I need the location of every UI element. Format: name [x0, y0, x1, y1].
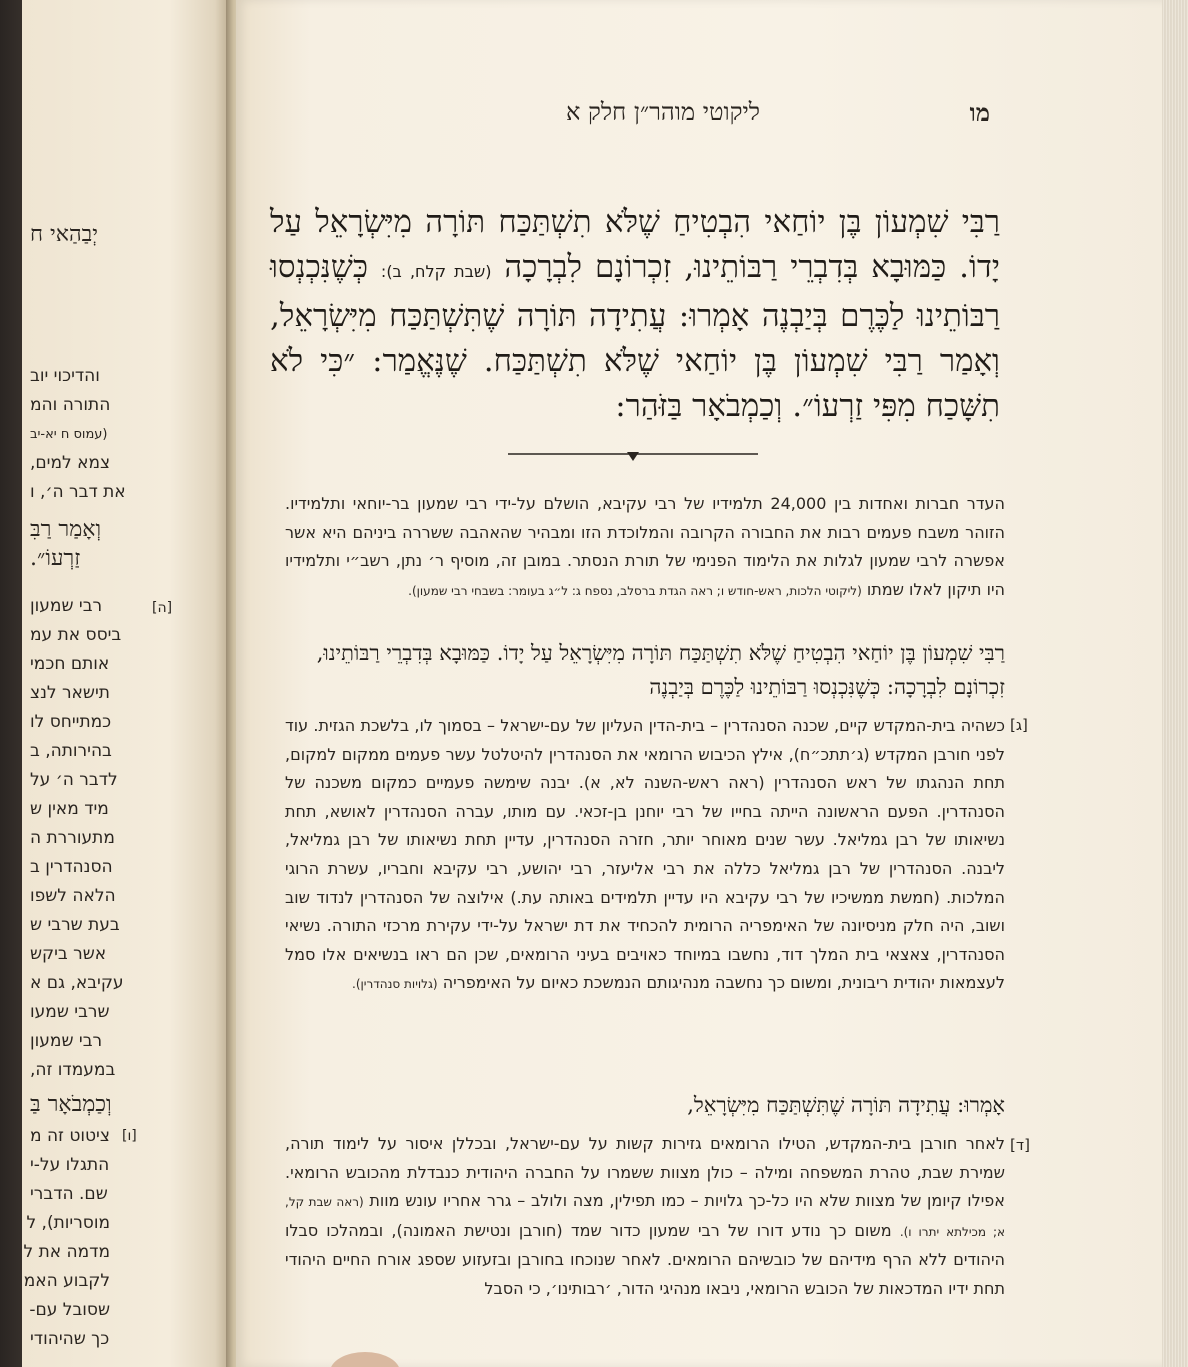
left-line: רבי שמעון: [30, 596, 103, 616]
left-line: במעמדו זה,: [30, 1060, 116, 1080]
intro-source: (ליקוטי הלכות, ראש-חודש ו; ראה הגדת ברסלב, נספח ג: ל״ג בעומר: בשבחי רבי שמעון).: [408, 583, 862, 598]
left-page-block-c: [30, 592, 140, 1085]
left-line: מיד מאין ש: [30, 799, 109, 819]
left-line: התגלו על-י: [30, 1155, 110, 1175]
note-marker-d: [ד]: [1010, 1136, 1030, 1154]
left-line: כך שהיהודי: [30, 1329, 110, 1349]
left-line: הסנהדרין ב: [30, 857, 113, 877]
left-line: בעת שרבי ש: [30, 915, 120, 935]
intro-text: העדר חברות ואחדות בין 24,000 תלמידיו של רבי עקיבא, הושלם על-ידי רבי שמעון בר-יוחאי ותלמידיו. הזוהר משבח פעמים רבות את החבורה הקרובה והמלוכדת הזו ומבהיר שהאהבה ששררה ביניהם היא אשר אפשרה לרבי שמעון לגלות את הלימוד הפנימי של תורת הנסתר. במובן זה, מוסיף ר׳ נתן, רשב״י ותלמידיו היו תיקון לאלו שמתו: [285, 494, 1005, 599]
left-line: הלאה לשפו: [30, 886, 116, 906]
note-g: [285, 712, 1005, 999]
left-line: זַרְעוֹ״.: [30, 546, 81, 571]
left-note-marker-h: [ה]: [152, 600, 173, 616]
left-page-block-d: [30, 1090, 230, 1119]
left-line: מוסריות), ל: [26, 1213, 110, 1233]
main-text-source: (שבת קלח, ב):: [380, 262, 492, 281]
page-edge: [1162, 0, 1188, 1367]
section-divider: [508, 448, 758, 464]
left-line: ציטוט זה מ: [30, 1126, 110, 1146]
left-line: בהירותה, ב: [30, 741, 112, 761]
note-marker-g: [ג]: [1010, 716, 1028, 734]
left-line: שם. הדברי: [30, 1184, 108, 1204]
left-page: [22, 0, 232, 1367]
left-line: אותם חכמי: [30, 654, 110, 674]
running-header-title: ליקוטי מוהר״ן חלק א: [565, 98, 760, 126]
left-line: ביסס את עמ: [30, 625, 122, 645]
left-line: שרבי שמעו: [30, 1002, 110, 1022]
quote-block-1: רַבִּי שִׁמְעוֹן בֶּן יוֹחַאי הִבְטִיחַ שֶׁלֹּא תִשְׁתַּכַּח תּוֹרָה מִיִּשְׂרָאֵל עַל יָדוֹ. כַּמּוּבָא בְּדִבְרֵי רַבּוֹתֵינוּ, זִכְרוֹנָם לִבְרָכָה: כְּשֶׁנִּכְנְסוּ רַבּוֹתֵינוּ לַכֶּרֶם בְּיַבְנֶה: [316, 641, 1005, 699]
left-line: רבי שמעון: [30, 1031, 103, 1051]
main-text-body: רַבִּי שִׁמְעוֹן בֶּן יוֹחַאי הִבְטִיחַ שֶׁלֹּא תִשְׁתַּכַּח תּוֹרָה מִיִּשְׂרָאֵל עַל יָדוֹ. כַּמּוּבָא בְּדִבְרֵי רַבּוֹתֵינוּ, זִכְרוֹנָם לִבְרָכָה: [270, 204, 1001, 285]
left-line: והדיכוי יוב: [30, 366, 100, 386]
note-d: [285, 1130, 1005, 1304]
left-line: לדבר ה׳ על: [30, 770, 118, 790]
left-line: לקבוע האמ: [23, 1271, 110, 1291]
left-page-block-e: [23, 1122, 110, 1354]
left-note-marker-v: [ו]: [122, 1128, 137, 1144]
left-page-heading: [30, 220, 230, 249]
left-line: את דבר ה׳, ו: [30, 482, 126, 502]
left-line: יְבַהַאי ח: [30, 222, 99, 247]
left-line: שסובל עם-: [29, 1300, 110, 1320]
left-line: תישאר לנצ: [30, 683, 110, 703]
left-line: עקיבא, גם א: [30, 973, 124, 993]
page-number: מו: [969, 98, 990, 127]
note-g-text: כשהיה בית-המקדש קיים, שכנה הסנהדרין – בית-הדין העליון של עם-ישראל – בסמוך לו, בלשכת הגזית. עוד לפני חורבן המקדש (ג׳תתכ״ח), אילץ הכיבוש הרומאי את הסנהדרין להיטלטל עשר פעמים ממקום למקום, תחת הנהגתו של ראש הסנהדרין (ראה ראש-השנה לא, א). יבנה שימשה פעמיים כמקום משכנה של הסנהדרין. הפעם הראשונה הייתה בחייו של רבי יוחנן בן-זכאי. עם מותו, עברה הסנהדרין לאושא, תחת נשיאותו של רבן גמליאל. עשר שנים מאוחר יותר, חזרה הסנהדרין, עדיין תחת נשיאותו של רבן גמליאל, ליבנה. הסנהדרין של רבן גמליאל כללה את רבי אליעזר, רבי יהושע, רבי עקיבא וחבריו, עשרת הרוגי המלכות. (חמשת ממשיכיו של רבי עקיבא היו עדיין תלמידים באותה עת.) אילוצה של הסנהדרין לנדוד שוב ושוב, היה חלק מניסיונה של האימפריה הרומית להכחיד את דת ישראל על-ידי עקירת מרכזי התורה. נשיאי הסנהדרין, צאצאי בית המלך דוד, נחשבו במיוחד כאויבים בעיני הרומאים, שכן הם ראו בנשיאים אלו סמל לעצמאות יהודית ריבונית, ומשום כך נחשבה מנהיגותם הנמשכת כאיום על האימפריה: [285, 716, 1005, 993]
left-line: מדמה את ל: [23, 1242, 110, 1262]
left-line: צמא למים,: [30, 453, 111, 473]
left-line: כמתייחס לו: [30, 712, 112, 732]
note-d-continuation: משום כך נודע דורו של רבי שמעון כדור שמד (חורבן ונטישת האמונה), ובמהלכו סבלו היהודים ללא הרף מידיהם של כובשיהם הרומאים. לאחר שנוכחו בחורבן ובזעזוע שספג אורח החיים היהודי תחת ידיו המדכאות של הכובש הרומאי, ניבאו מנהיגי הדור, ׳רבותינו׳, כי הסבל: [285, 1220, 1005, 1298]
main-text-continuation: כְּשֶׁנִּכְנְסוּ רַבּוֹתֵינוּ לַכֶּרֶם בְּיַבְנֶה אָמְרוּ: עֲתִידָה תּוֹרָה שֶׁתִּשְׁתַּכַּח מִיִּשְׂרָאֵל, וְאָמַר רַבִּי שִׁמְעוֹן בֶּן יוֹחַאי שֶׁלֹּא תִשְׁתַּכַּח. שֶׁנֶּאֱמַר: ״כִּי לֹא תִשָּׁכַח מִפִּי זַרְעוֹ״. וְכַמְבֹאָר בַּזֹּהַר:: [270, 249, 1000, 424]
main-text-block: [270, 200, 1000, 429]
note-d-text: לאחר חורבן בית-המקדש, הטילו הרומאים גזירות קשות על עם-ישראל, ובכללן איסור על לימוד תורה, שמירת שבת, טהרת המשפחה ומילה – כולן מצוות ששמרו על החברה היהודית כנבדלת מהכובש הרומאי. אפילו קיומן של מצוות שלא היו כל-כך גלויות – כמו תפילין, מצה ולולב – גרר אחריו עונש מוות: [285, 1134, 1005, 1211]
note-d-source: (ראה שבת קל, א; מכילתא יתרו ו).: [285, 1195, 1006, 1239]
left-line: אשר ביקש: [30, 944, 107, 964]
quote-block-2: אָמְרוּ: עֲתִידָה תּוֹרָה שֶׁתִּשְׁתַּכַּח מִיִּשְׂרָאֵל,: [687, 1093, 1005, 1117]
left-line: (עמוס ח יא-יב: [30, 427, 108, 442]
left-line: מתעוררת ה: [30, 828, 115, 848]
left-line: וְאָמַר רַבִּ: [30, 517, 102, 542]
left-line: וְכַמְבֹאָר בַּ: [30, 1092, 112, 1117]
intro-paragraph: [285, 490, 1005, 605]
left-line: התורה והמ: [30, 395, 111, 415]
left-page-block-b: [30, 515, 230, 573]
note-g-source: (גלויות סנהדרין).: [352, 977, 438, 992]
left-page-block-a: [30, 362, 230, 507]
